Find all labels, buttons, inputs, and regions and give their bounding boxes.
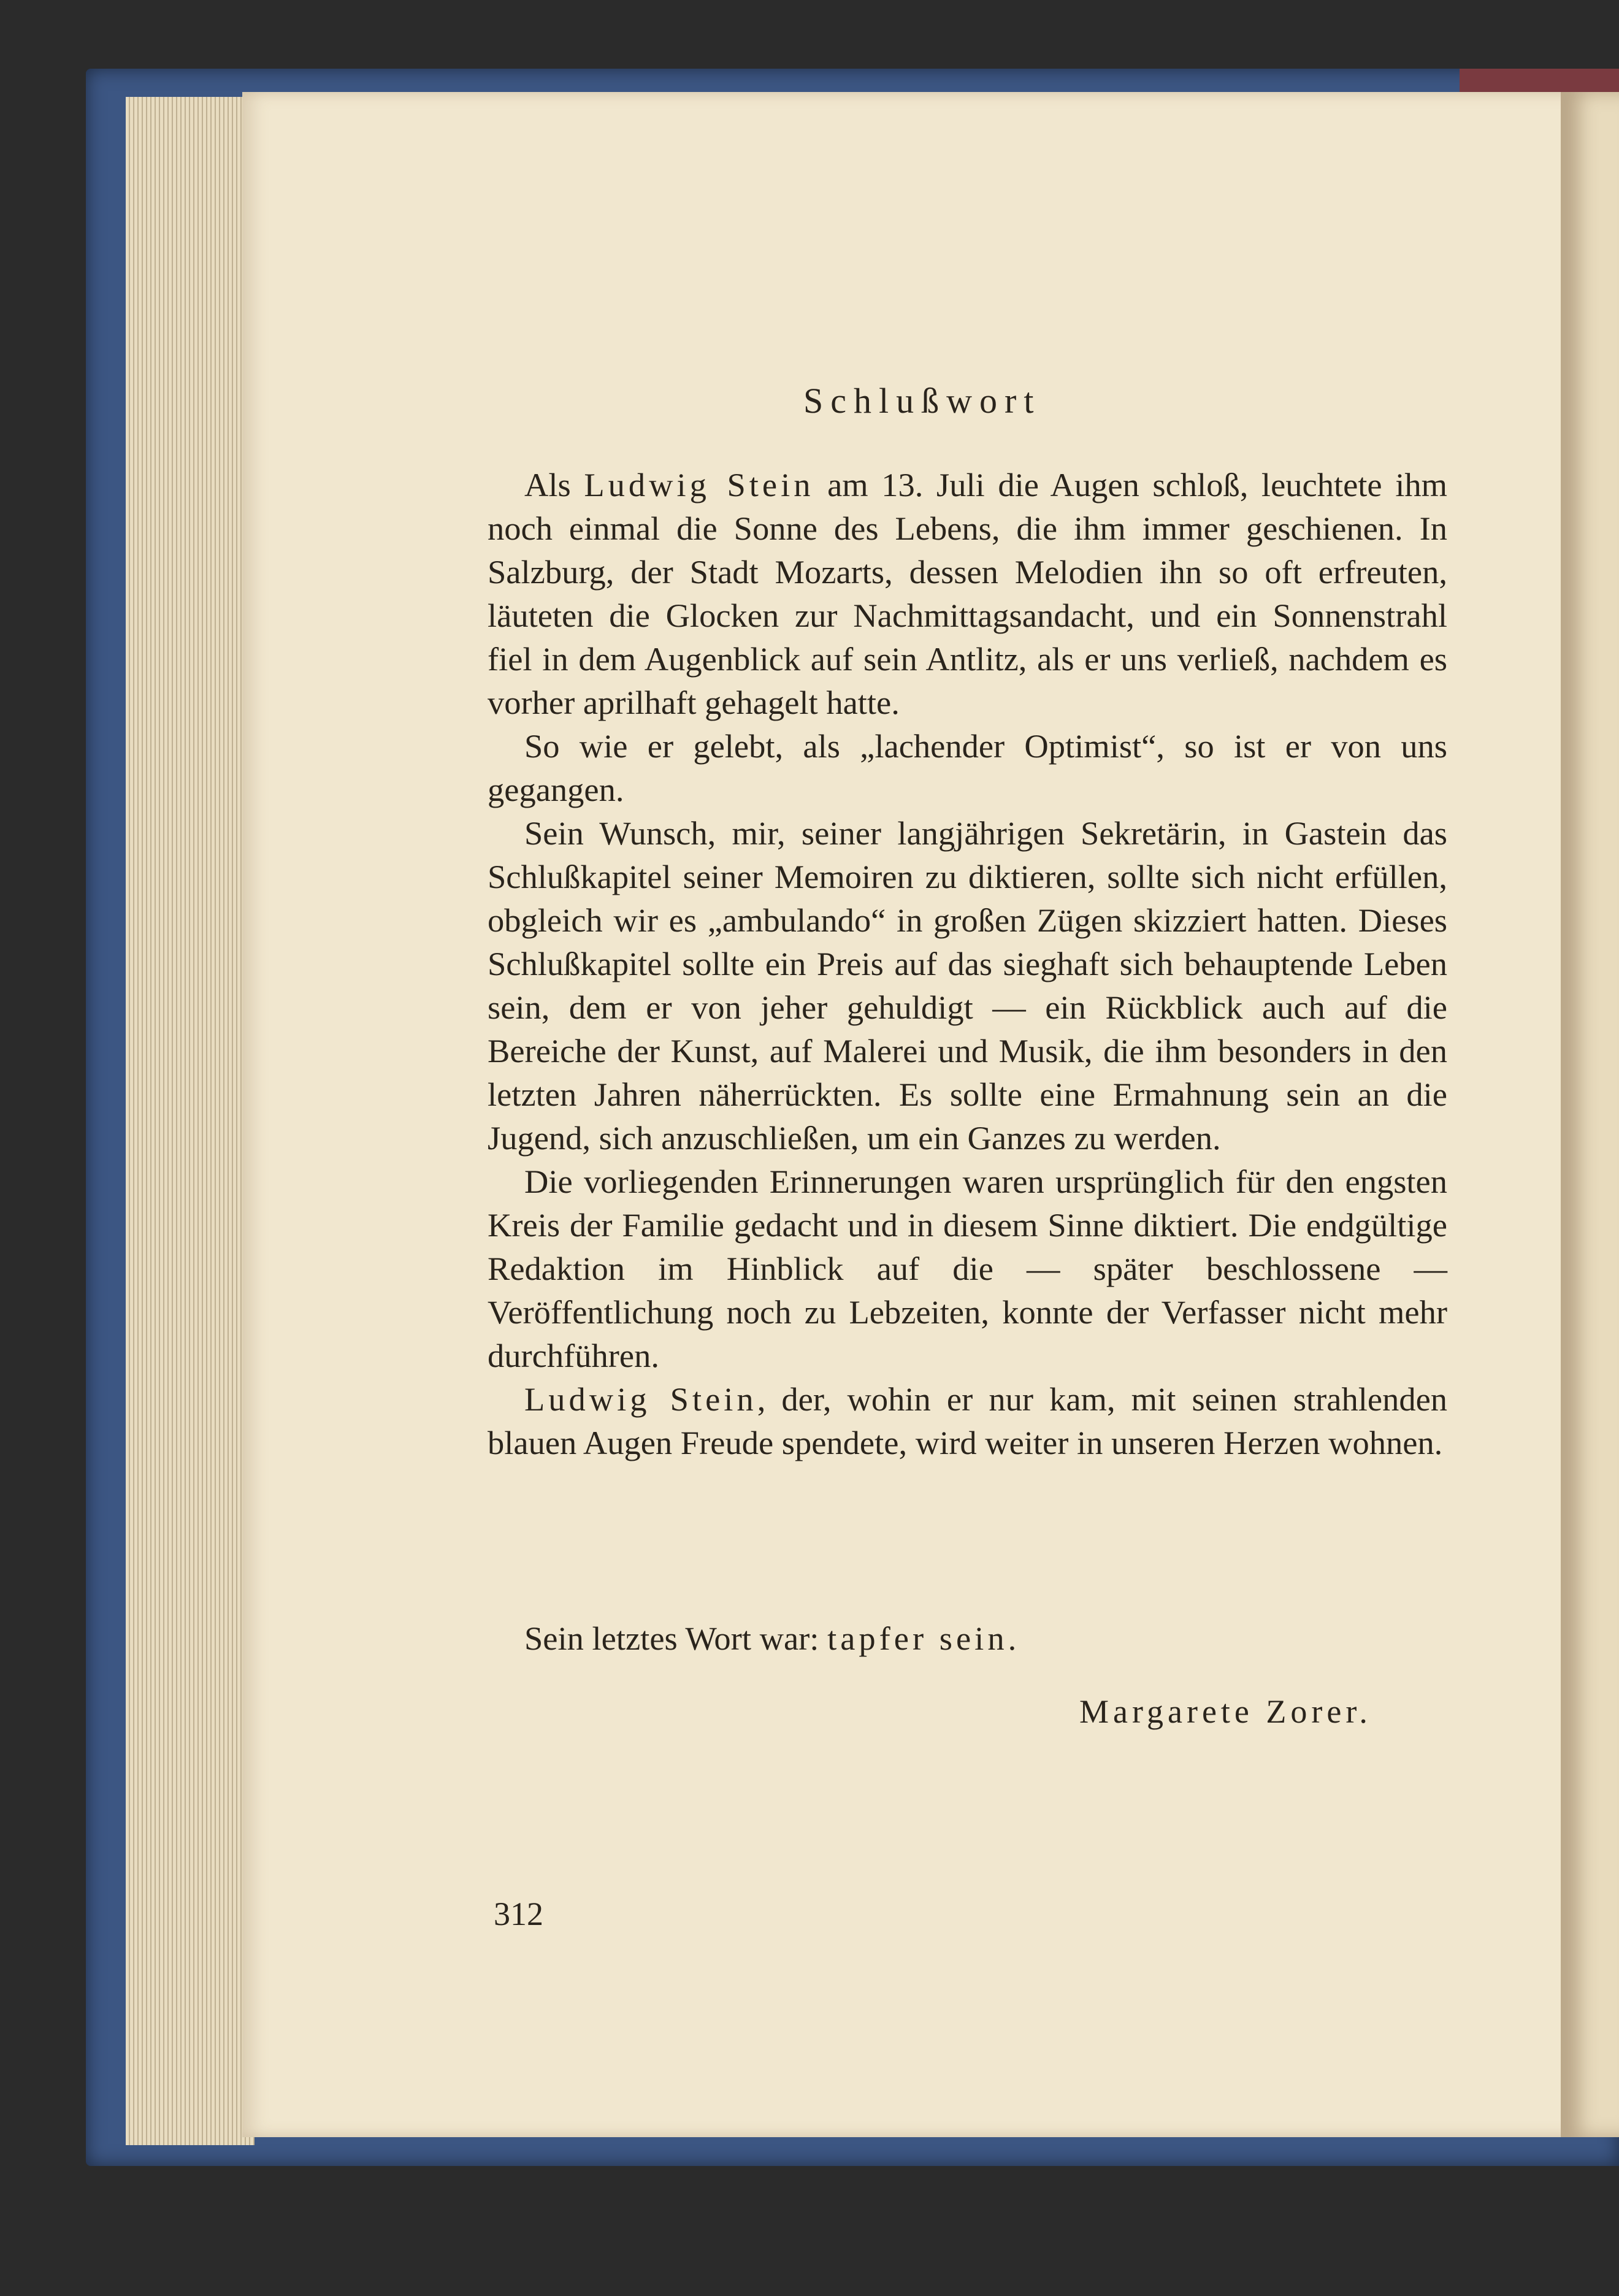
last-words-prefix: Sein letztes Wort war: [524, 1620, 828, 1657]
paragraph [488, 811, 1447, 1160]
last-words-line [524, 1619, 1020, 1658]
paragraph [488, 724, 1447, 811]
body-text [488, 463, 1447, 1464]
facing-page-edge [1561, 92, 1619, 2137]
page-edges [126, 97, 255, 2145]
paragraph-text: So wie er gelebt, als „lachender Optimist“, so ist er von uns gegangen. [488, 727, 1447, 808]
paragraph-text: Als [524, 466, 584, 503]
name-spaced-text: Ludwig Stein [524, 1380, 757, 1418]
paragraph-text: am 13. Juli die Augen schloß, leuchtete ihm noch einmal die Sonne des Lebens, die ihm immer geschienen. In Salzburg, der Stadt Mozarts, dessen Melodien ihn so oft erfreuten, läuteten die Glocken zur Nachmittagsandacht, und ein Sonnenstrahl fiel in dem Augenblick auf sein Antlitz, als er uns verließ, nachdem es vorher aprilhaft gehagelt hatte. [488, 466, 1447, 721]
name-spaced-text: Ludwig Stein [584, 466, 814, 503]
chapter-heading: Schlußwort [803, 381, 1041, 421]
paragraph-text: Die vorliegenden Erinnerungen waren ursprünglich für den engsten Kreis der Familie gedacht und in diesem Sinne diktiert. Die endgültige Redaktion im Hinblick auf die — später beschlossene — Veröffentlichung noch zu Lebzeiten, konnte der Verfasser nicht mehr durchführen. [488, 1163, 1447, 1374]
paragraph [488, 463, 1447, 724]
author-signature: Margarete Zorer. [1079, 1693, 1372, 1730]
paragraph-text: Sein Wunsch, mir, seiner langjährigen Sekretärin, in Gastein das Schlußkapitel seiner Memoiren zu diktieren, sollte sich nicht erfüllen, obgleich wir es „ambulando“ in großen Zügen skizziert hatten. Dieses Schlußkapitel sollte ein Preis auf das sieghaft sich behauptende Leben sein, dem er von jeher gehuldigt — ein Rückblick auch auf die Bereiche der Kunst, auf Malerei und Musik, die ihm besonders in den letzten Jahren näherrückten. Es sollte eine Ermahnung sein an die Jugend, sich anzuschließen, um ein Ganzes zu werden. [488, 814, 1447, 1157]
paragraph-text: , der, wohin er nur kam, mit seinen strahlenden blauen Augen Freude spendete, wird weiter in unseren Herzen wohnen. [488, 1380, 1448, 1461]
paragraph [488, 1377, 1447, 1464]
page-number: 312 [494, 1896, 543, 1932]
paragraph [488, 1160, 1447, 1377]
last-words-emphasis: tapfer sein. [827, 1620, 1020, 1657]
